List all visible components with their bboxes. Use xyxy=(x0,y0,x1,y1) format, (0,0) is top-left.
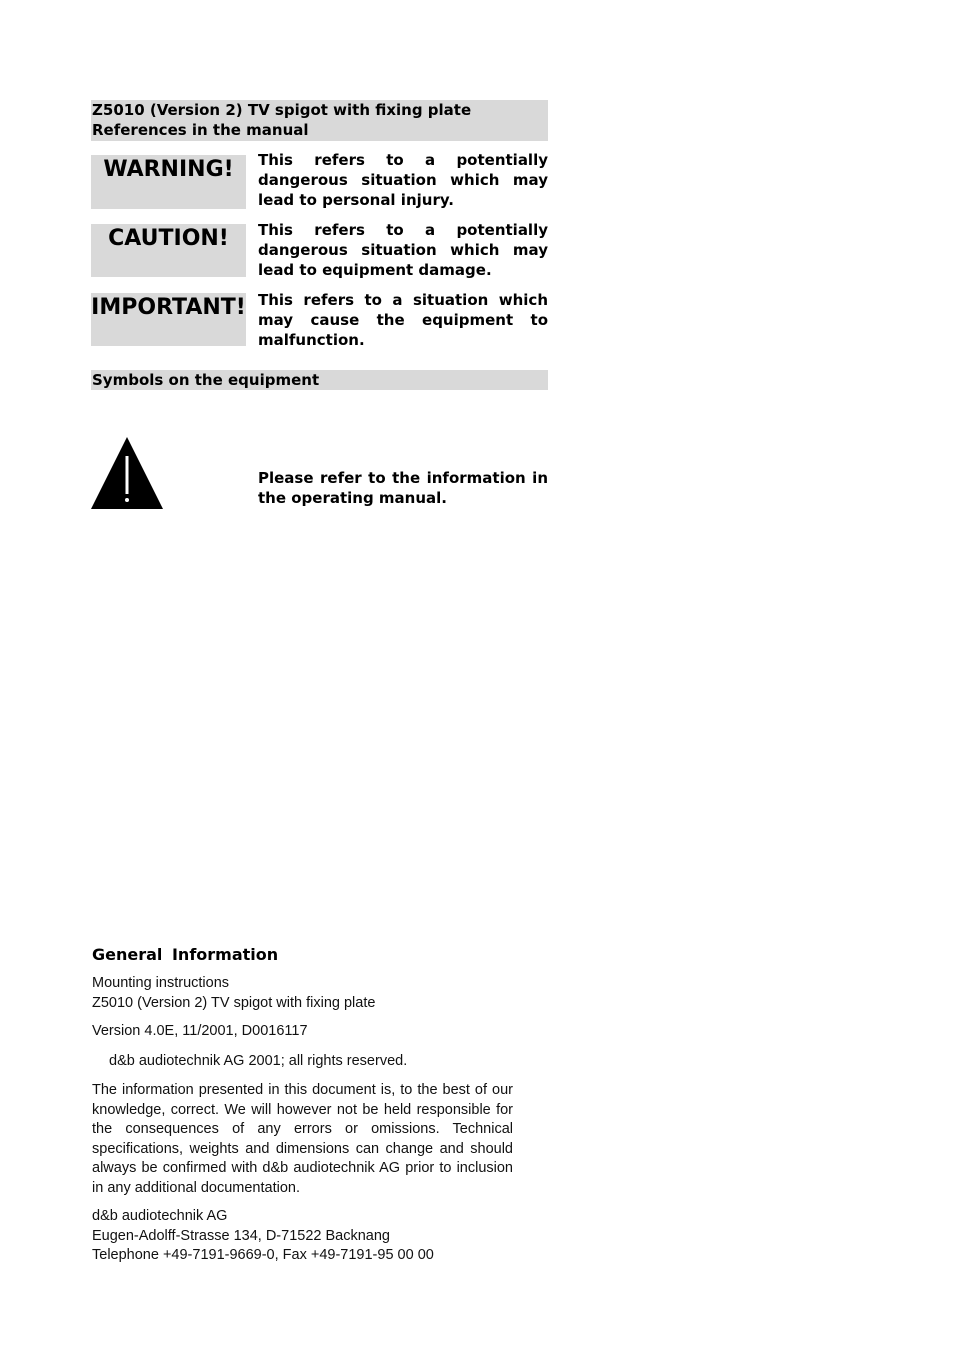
header-bar xyxy=(91,100,548,141)
company-address: Eugen-Adolff-Strasse 134, D-71522 Backnang xyxy=(92,1227,390,1244)
symbols-heading: Symbols on the equipment xyxy=(92,371,320,389)
warning-triangle-icon xyxy=(90,436,164,510)
caution-label: CAUTION! xyxy=(91,224,246,277)
warning-description: This refers to a potentially dangerous situation which may lead to personal injury. xyxy=(258,151,548,209)
company-phone: Telephone +49-7191-9669-0, Fax +49-7191-95 00 00 xyxy=(92,1247,434,1263)
company-name: d&b audiotechnik AG xyxy=(92,1208,228,1224)
company-block xyxy=(92,1207,522,1266)
important-description: This refers to a situation which may cause the equipment to malfunction. xyxy=(258,291,548,349)
version-line: Version 4.0E, 11/2001, D0016117 xyxy=(92,1023,308,1039)
general-heading: General Information xyxy=(92,945,279,964)
symbol-description: Please refer to the information in the operating manual. xyxy=(258,469,548,507)
doc-type: Mounting instructions xyxy=(92,975,230,991)
important-label: IMPORTANT! xyxy=(91,293,246,346)
warning-label: WARNING! xyxy=(91,155,246,209)
copyright-line: d&b audiotechnik AG 2001; all rights reserved. xyxy=(109,1053,408,1069)
caution-description: This refers to a potentially dangerous situation which may lead to equipment damage. xyxy=(258,221,548,279)
symbols-heading-bar xyxy=(91,370,548,390)
page-subtitle: References in the manual xyxy=(92,121,309,139)
disclaimer: The information presented in this document is, to the best of our knowledge, correct. We will however not be held responsible for the consequences of any errors or omissions. Technical specifications, weights and dimensions can change and should always be confirmed with d&b audiotechnik AG prior to inclusion in any additional documentation. xyxy=(92,1082,513,1196)
product-name: Z5010 (Version 2) TV spigot with fixing plate xyxy=(92,994,376,1011)
page-title: Z5010 (Version 2) TV spigot with fixing plate xyxy=(92,101,472,119)
doc-info xyxy=(92,974,522,1013)
